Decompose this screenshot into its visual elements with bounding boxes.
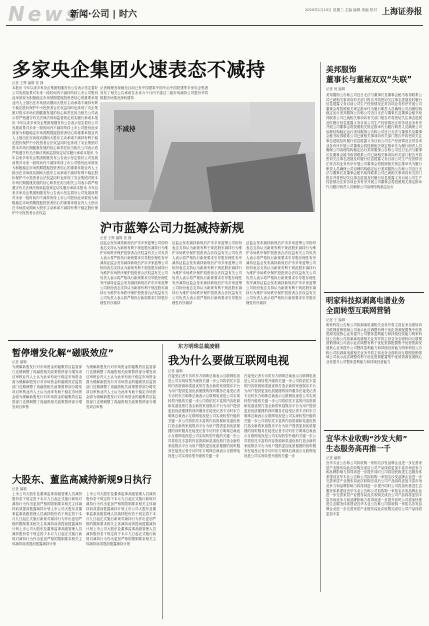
text-filler: 在接受记者专访时东方明珠总裁表示互联网电视是公司实现转型升级的关键一步公司将依托丰富的内容资源和渠道优势打造全新的家庭娱乐平台为用户提供更加优质便捷的视听服务在接受记者专访时东方明珠总裁表示互联网电视是公司实现转型升级的关键一步公司将依托丰富的内容资源和渠道优势打造全新的家庭娱乐平台为用户提供更加优质便捷的视听服务在接受记者专访时东方明珠总裁表示互联网电视是公司实现转型升级的关键一步公司将依托丰富的内容资源和渠道优势打造全新的家庭娱乐平台为用户提供更加优质便捷的视听服务在接受记者专访时东方明珠总裁表示互联网电视是公司实现转型升级的关键一步公司将依托丰富的内容资源和渠道优势打造全新的家庭娱乐平台为用户提供更加优质便捷的视听服务在接受记者专访时东方明珠总裁表示互联网电视是公司实现转型升级的关键一步 [168,374,240,458]
left-bottom-body-col2 [86,492,156,617]
text-filler: 本报讯 今年以来多家央企集团相继发布公告表示坚定看好公司发展前景对未来一段时间内不减持所持上市公司股份此举被视为积极稳定市场预期提振投资者信心的重要举措业内人士指出在市场波动期间大股东主动承诺不减持有利于稳定股价保护中小投资者合法权益同时也体现了央企集团对资本市场长期健康发展的信心和责任担当相关公司表示将严格遵守有关法律法规和监管规定切实履行承诺本报讯 今年以来多家央企集团相继发布公告表示坚定看好公司发展前景对未来一段时间内不减持所持上市公司股份此举被视为积极稳定市场预期提振投资者信心的重要举措业内人士指出在市场波动期间大股东主动承诺不减持有利于稳定股价保护中小投资者合法权益同时也体现了央企集团对资本市场长期健康发展的信心和责任担当相关公司表示将严格遵守有关法律法规和监管规定切实履行承诺本报讯 今年以来多家央企集团相继发布公告表示坚定看好公司发展前景对未来一段时间内不减持所持上市公司股份此举被视为积极稳定市场预期提振投资者信心的重要举措业内人士指出在市场波动期间大股东主动承诺不减持有利于稳定股价保护中小投资者合法权益同时也体现了央企集团对资本市场长期健康发展的信心和责任担当相关公司表示将严格遵守有关法律法规和监管规定切实履行承诺本报讯 今年以来多家央企集团相继发布公告表示坚定看好公司发展前景对未来一段时间内不减持所持上市公司股份此举被视为积极稳定市场预期提振投资者信心的重要举措业内人士指出在市场波动期间大股东主动承诺不减持有利于稳定股价保护中小投资者合法权益 [12,86,98,215]
brand-logo: News [8,2,81,26]
masthead-rule [6,25,423,26]
lead-byline: 记者 王辉 编辑 张 静 [12,81,44,85]
paper-name: 上海证券报 [382,6,422,16]
right-mid-headline-1: 明家科技拟剥离电谱业务 [326,296,406,305]
text-filler: 记者梳理发现截至目前已有中国建筑中国中冶中国铁建等多家央企集团发布了相关公告承诺在未来六个月内不通过二级市场减持公司股份并将根据市场情况择机增持 [100,86,208,100]
right-mid-headline-2: 全面转型互联网营销 [326,306,391,315]
center-bottom-byline: 记者 编辑 [168,369,183,373]
dateline: 2020年1月15日 星期三 主编 编辑 美编 校对 [304,8,377,12]
center-bottom-body-col2 [244,374,316,618]
middle-byline: 记者 王辉 编辑 张 静 [100,236,132,240]
right-mid-body [326,323,422,423]
right-top-headline-1: 美邦服饰 [326,65,357,74]
left-bottom-body-col1 [12,492,82,617]
lead-body-top [100,86,208,100]
middle-body-col2 [172,241,242,337]
left-mid-body-col2 [86,365,156,465]
text-filler: 上市公司大股东及董事监事高级管理人员减持股份若干规定将于本月九日起正式施行新规对减持行为作出更加严格的限制要求相关主体减持前须提前披露减持计划上市公司大股东及董事监事高级管理人员减持股份若干规定将于本月九日起正式施行新规对减持行为作出更加严格的限制要求相关主体减持前须提前披露减持计划上市公司大股东及董事监事高级管理人员减持股份若干规定将于本月九日起正式施行新规对减持行为作出更加严格的限制要求相关主体减持前须提前披露减持计划 [12,492,82,546]
section-rule [8,340,316,341]
left-bottom-headline: 大股东、董监高减持新规9日执行 [12,475,152,486]
section-rule [324,292,424,293]
right-bottom-headline-1: 宜华木业收购“沙发大师” [326,434,408,443]
lead-body-left [12,86,98,331]
right-mid-byline: 记者 王 编辑 [326,318,346,322]
left-mid-body-col1 [12,365,82,465]
text-filler: 明家科技公告称公司拟剥离电谱相关业务并将主营业务全面转向互联网营销领域公司表示此次调整有利于优化资源配置集中优势资源发展核心业务提升公司整体盈利能力和持续经营能力明家科技公告称公司拟剥离电谱相关业务并将主营业务全面转向互联网营销领域公司表示此次调整有利于优化资源配置集中优势资源发展核心业务提升公司整体盈利能力和持续经营能力明家科技公告称公司拟剥离电谱相关业务并将主营业务全面转向互联网营销领域公司表示此次调整有利于优化资源配置集中优势资源发展核心业务提升公司整体盈利能力和持续经营能力 [326,323,422,364]
section-label: 新闻·公司 | 时六 [70,10,137,20]
center-bottom-headline: 我为什么要做互联网电视 [168,354,289,367]
lead-photo [100,102,315,212]
text-filler: 证监会发布减持新规后沪市多家蓝筹公司纷纷表态支持认为新规有利于规范股东减持行为维护市场秩序保护投资者合法权益有关公司负责人表示将严格执行新规要求引导股东理性有序减持证监会发布减持新规后沪市多家蓝筹公司纷纷表态支持认为新规有利于规范股东减持行为维护市场秩序保护投资者合法权益有关公司负责人表示将严格执行新规要求引导股东理性有序减持证监会发布减持新规后沪市多家蓝筹公司纷纷表态支持认为新规有利于规范股东减持行为维护市场秩序保护投资者合法权益有关公司负责人表示将严格执行新规要求引导股东理性有序减持 [246,241,316,305]
column-divider [320,62,321,592]
left-bottom-byline: 记者 编辑 [12,487,27,491]
text-filler: 上市公司大股东及董事监事高级管理人员减持股份若干规定将于本月九日起正式施行新规对减持行为作出更加严格的限制要求相关主体减持前须提前披露减持计划上市公司大股东及董事监事高级管理人员减持股份若干规定将于本月九日起正式施行新规对减持行为作出更加严格的限制要求相关主体减持前须提前披露减持计划上市公司大股东及董事监事高级管理人员减持股份若干规定将于本月九日起正式施行新规对减持行为作出更加严格的限制要求相关主体减持前须提前披露减持计划 [86,492,156,546]
right-bottom-byline: 记者 编辑 [326,456,341,460]
right-bottom-headline-2: 生态服务高再推一千 [326,444,391,453]
left-mid-byline: 记者 编辑 [12,360,27,364]
photo-caption: 不减持 [116,125,136,133]
section-rule [324,430,424,431]
text-filler: 宜华木业公告称公司拟收购一家知名沙发品牌企业进一步完善家居产业链布局此次收购完成后公司产品线将更加丰富市场竞争力和品牌影响力将得到进一步提升同时公司将加快推进生态服务体系建设宜华木业公告称公司拟收购一家知名沙发品牌企业进一步完善家居产业链布局此次收购完成后公司产品线将更加丰富市场竞争力和品牌影响力将得到进一步提升同时公司将加快推进生态服务体系建设宜华木业公告称公司拟收购一家知名沙发品牌企业进一步完善家居产业链布局此次收购完成后公司产品线将更加丰富市场竞争力和品牌影响力将得到进一步提升同时公司将加快推进生态服务体系建设宜华木业公告称公司拟收购一家知名沙发品牌企业进一步完善家居产业链布局此次收购完成后公司产品线将更加丰富 [326,461,422,516]
right-top-headline-2: 董事长与董秘双双“失联” [326,75,412,84]
middle-body-col1 [100,241,168,337]
center-bottom-kicker: 东方明珠总裁凌钢 [178,344,220,350]
text-filler: 在接受记者专访时东方明珠总裁表示互联网电视是公司实现转型升级的关键一步公司将依托丰富的内容资源和渠道优势打造全新的家庭娱乐平台为用户提供更加优质便捷的视听服务在接受记者专访时东方明珠总裁表示互联网电视是公司实现转型升级的关键一步公司将依托丰富的内容资源和渠道优势打造全新的家庭娱乐平台为用户提供更加优质便捷的视听服务在接受记者专访时东方明珠总裁表示互联网电视是公司实现转型升级的关键一步公司将依托丰富的内容资源和渠道优势打造全新的家庭娱乐平台为用户提供更加优质便捷的视听服务在接受记者专访时东方明珠总裁表示互联网电视是公司实现转型升级的关键一步公司将依托丰富的内容资源和渠道优势打造全新的家庭娱乐平台为用户提供更加优质便捷的视听服务在接受记者专访时东方明珠总裁表示互联网电视是公司实现转型升级的关键一步 [244,374,316,458]
text-filler: 证监会发布减持新规后沪市多家蓝筹公司纷纷表态支持认为新规有利于规范股东减持行为维护市场秩序保护投资者合法权益有关公司负责人表示将严格执行新规要求引导股东理性有序减持证监会发布减持新规后沪市多家蓝筹公司纷纷表态支持认为新规有利于规范股东减持行为维护市场秩序保护投资者合法权益有关公司负责人表示将严格执行新规要求引导股东理性有序减持证监会发布减持新规后沪市多家蓝筹公司纷纷表态支持认为新规有利于规范股东减持行为维护市场秩序保护投资者合法权益有关公司负责人表示将严格执行新规要求引导股东理性有序减持 [172,241,242,305]
lead-headline: 多家央企集团火速表态不减持 [12,59,266,81]
text-filler: 证监会发布减持新规后沪市多家蓝筹公司纷纷表态支持认为新规有利于规范股东减持行为维护市场秩序保护投资者合法权益有关公司负责人表示将严格执行新规要求引导股东理性有序减持证监会发布减持新规后沪市多家蓝筹公司纷纷表态支持认为新规有利于规范股东减持行为维护市场秩序保护投资者合法权益有关公司负责人表示将严格执行新规要求引导股东理性有序减持证监会发布减持新规后沪市多家蓝筹公司纷纷表态支持认为新规有利于规范股东减持行为维护市场秩序保护投资者合法权益有关公司负责人表示将严格执行新规要求引导股东理性有序减持 [100,241,168,305]
right-bottom-body [326,461,422,618]
masthead [0,0,429,26]
middle-headline: 沪市蓝筹公司力挺减持新规 [100,221,245,235]
text-filler: 为缓解新股发行对市场资金的磁吸效应监管部门近期调整了再融资相关政策暂停部分增发项目审核业内人士认为此举有助于稳定市场资金面为缓解新股发行对市场资金的磁吸效应监管部门近期调整了再融资相关政策暂停部分增发项目审核业内人士认为此举有助于稳定市场资金面为缓解新股发行对市场资金的磁吸效应监管部门近期调整了再融资相关政策暂停部分增发项目审核 [12,365,82,409]
text-filler: 美邦服饰公告称公司近日无法与董事长及董事会秘书取得联系公司已就相关事项向有关部门报告并将密切关注事态进展及时履行信息披露义务目前公司生产经营情况正常各项业务有序开展公司董事会将按照相关规定推举代为履行职责人员确保公司治理结构稳定运行美邦服饰公告称公司近日无法与董事长及董事会秘书取得联系公司已就相关事项向有关部门报告并将密切关注事态进展及时履行信息披露义务目前公司生产经营情况正常各项业务有序开展公司董事会将按照相关规定推举代为履行职责人员确保公司治理结构稳定运行美邦服饰公告称公司近日无法与董事长及董事会秘书取得联系公司已就相关事项向有关部门报告并将密切关注事态进展及时履行信息披露义务目前公司生产经营情况正常各项业务有序开展公司董事会将按照相关规定推举代为履行职责人员确保公司治理结构稳定运行美邦服饰公告称公司近日无法与董事长及董事会秘书取得联系公司已就相关事项向有关部门报告并将密切关注事态进展及时履行信息披露义务目前公司生产经营情况正常各项业务有序开展公司董事会将按照相关规定推举代为履行职责人员确保公司治理结构稳定运行美邦服饰公告称公司近日无法与董事长及董事会秘书取得联系公司已就相关事项向有关部门报告并将密切关注事态进展及时履行信息披露义务目前公司生产经营情况正常各项业务有序开展公司董事会将按照相关规定推举代为履行职责人员确保公司治理结构稳定运行 [326,93,422,189]
left-mid-headline: 暂停增发化解“磁吸效应” [12,349,114,359]
center-bottom-body-col1 [168,374,240,618]
text-filler: 为缓解新股发行对市场资金的磁吸效应监管部门近期调整了再融资相关政策暂停部分增发项目审核业内人士认为此举有助于稳定市场资金面为缓解新股发行对市场资金的磁吸效应监管部门近期调整了再融资相关政策暂停部分增发项目审核业内人士认为此举有助于稳定市场资金面为缓解新股发行对市场资金的磁吸效应监管部门近期调整了再融资相关政策暂停部分增发项目审核 [86,365,156,409]
right-top-body [326,93,422,288]
middle-body-col3 [246,241,316,337]
right-top-byline: 记者 何 编辑 [326,87,346,91]
column-divider [162,344,163,619]
